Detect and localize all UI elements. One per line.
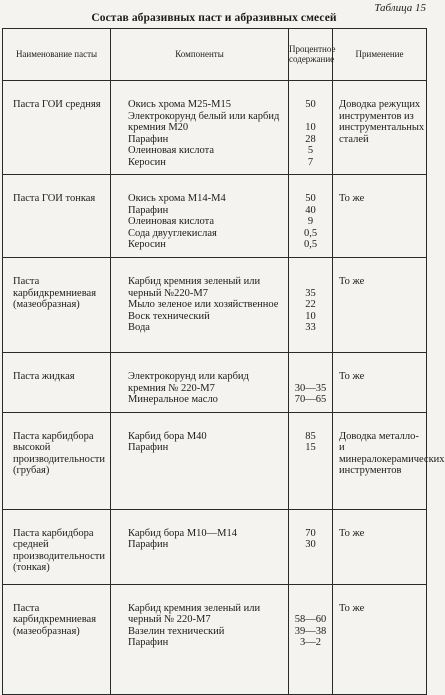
abrasive-paste-table <box>2 28 445 695</box>
percent-value: 7 <box>307 156 314 168</box>
component-item: Керосин <box>128 156 166 168</box>
paste-name: Паста ГОИ тонкая <box>13 193 96 204</box>
component-item: Вазелин технический <box>128 625 225 637</box>
application-cell <box>333 412 445 509</box>
component-item: Минеральное масло <box>128 394 218 405</box>
percent-value: 0,5 <box>303 239 318 250</box>
percent-value: 30—35 <box>294 382 327 394</box>
component-item: Электрокорунд белый или карбид кремния М20 <box>128 110 280 133</box>
percent-value: 22 <box>305 299 316 310</box>
component-item: Керосин <box>128 239 166 250</box>
component-item: Парафин <box>128 637 169 648</box>
paste-name-cell <box>3 509 111 584</box>
paste-name: Паста карбидбора высокой производительности (грубая) <box>13 430 105 476</box>
percent-value: 70—65 <box>294 394 327 405</box>
application-cell <box>333 175 427 258</box>
percent-value: 58—60 <box>294 614 327 625</box>
percent-value: 33 <box>305 322 316 333</box>
application-text: То же <box>339 276 365 287</box>
percent-cell <box>289 412 333 509</box>
application-text: То же <box>339 371 365 382</box>
components-cell <box>111 81 289 175</box>
paste-name-cell <box>3 258 111 353</box>
components-cell <box>111 584 289 694</box>
component-item: Воск технический <box>128 310 210 322</box>
paste-name-cell <box>3 353 111 413</box>
component-item: Парафин <box>128 204 169 216</box>
components-cell <box>111 509 289 584</box>
component-item: Окись хрома М14-М4 <box>128 193 226 204</box>
component-item: Карбид кремния зеленый или черный № 220-М7 <box>128 602 261 625</box>
percent-value: 35 <box>305 287 316 299</box>
component-item: Карбид бора М10—М14 <box>128 527 238 539</box>
column-header-components: Компоненты <box>111 29 289 81</box>
application-text: То же <box>339 193 365 204</box>
percent-value: 70 <box>305 527 316 539</box>
column-header-application: Применение <box>333 29 427 81</box>
percent-value: 30 <box>305 539 316 550</box>
application-cell <box>333 584 427 694</box>
percent-value: 10 <box>305 310 316 322</box>
percent-value: 5 <box>307 145 314 156</box>
table-row <box>3 412 427 509</box>
percent-value: 40 <box>305 204 316 216</box>
percent-cell <box>289 584 333 694</box>
percent-value: 28 <box>305 133 316 145</box>
paste-name: Паста карбидкремниевая (мазеобразная) <box>13 602 97 637</box>
column-header-name: Наименование пасты <box>3 29 111 81</box>
application-cell <box>333 258 427 353</box>
paste-name: Паста карбидбора средней производительности (тонкая) <box>13 527 105 573</box>
application-text: Доводка режущих инструментов из инструментальных сталей <box>339 99 425 145</box>
application-text: То же <box>339 602 365 614</box>
table-row <box>3 584 427 694</box>
table-title: Состав абразивных паст и абразивных смесей <box>91 12 337 24</box>
percent-value: 50 <box>305 99 316 110</box>
components-cell <box>111 412 289 509</box>
percent-value: 9 <box>307 216 314 227</box>
table-row <box>3 509 427 584</box>
component-item: Парафин <box>128 133 169 145</box>
percent-cell <box>289 509 333 584</box>
application-cell <box>333 509 427 584</box>
percent-cell <box>289 175 333 258</box>
percent-value: 10 <box>305 122 316 133</box>
table-row <box>3 353 427 413</box>
paste-name-cell <box>3 175 111 258</box>
components-cell <box>111 353 289 413</box>
application-text: Доводка металло- и минералокерамических инструментов <box>339 430 445 476</box>
percent-cell <box>289 258 333 353</box>
application-cell <box>333 353 427 413</box>
table-row <box>3 81 427 175</box>
percent-value: 15 <box>305 442 316 453</box>
components-cell <box>111 258 289 353</box>
component-item: Олеиновая кислота <box>128 216 215 227</box>
percent-value: 3—2 <box>300 637 321 648</box>
percent-cell <box>289 81 333 175</box>
component-item: Вода <box>128 322 150 333</box>
components-cell <box>111 175 289 258</box>
percent-value: 39—38 <box>294 625 327 637</box>
application-cell <box>333 81 427 175</box>
component-item: Карбид кремния зеленый или черный №220-М7 <box>128 276 261 299</box>
component-item: Сода двууглекислая <box>128 227 217 239</box>
component-item: Парафин <box>128 442 169 453</box>
column-header-percent: Процентное содержание <box>289 29 333 81</box>
paste-name: Паста карбидкремниевая (мазеобразная) <box>13 276 97 310</box>
component-item: Олеиновая кислота <box>128 145 215 156</box>
paste-name-cell <box>3 412 111 509</box>
header-row <box>3 29 427 81</box>
table-row <box>3 258 427 353</box>
component-item: Парафин <box>128 539 169 550</box>
component-item: Мыло зеленое или хозяйственное <box>128 299 279 310</box>
percent-value: 0,5 <box>303 227 318 239</box>
percent-value: 85 <box>305 430 316 442</box>
percent-cell <box>289 353 333 413</box>
percent-value: 50 <box>305 193 316 204</box>
component-item: Окись хрома М25-М15 <box>128 99 231 110</box>
component-item: Карбид бора М40 <box>128 430 207 442</box>
paste-name-cell <box>3 81 111 175</box>
application-text: То же <box>339 527 365 539</box>
table-row <box>3 175 427 258</box>
paste-name-cell <box>3 584 111 694</box>
component-item: Электрокорунд или карбид кремния № 220-М7 <box>128 371 249 394</box>
table-caption: Таблица 15 <box>374 2 426 14</box>
paste-name: Паста ГОИ средняя <box>13 99 101 110</box>
paste-name: Паста жидкая <box>13 371 75 382</box>
